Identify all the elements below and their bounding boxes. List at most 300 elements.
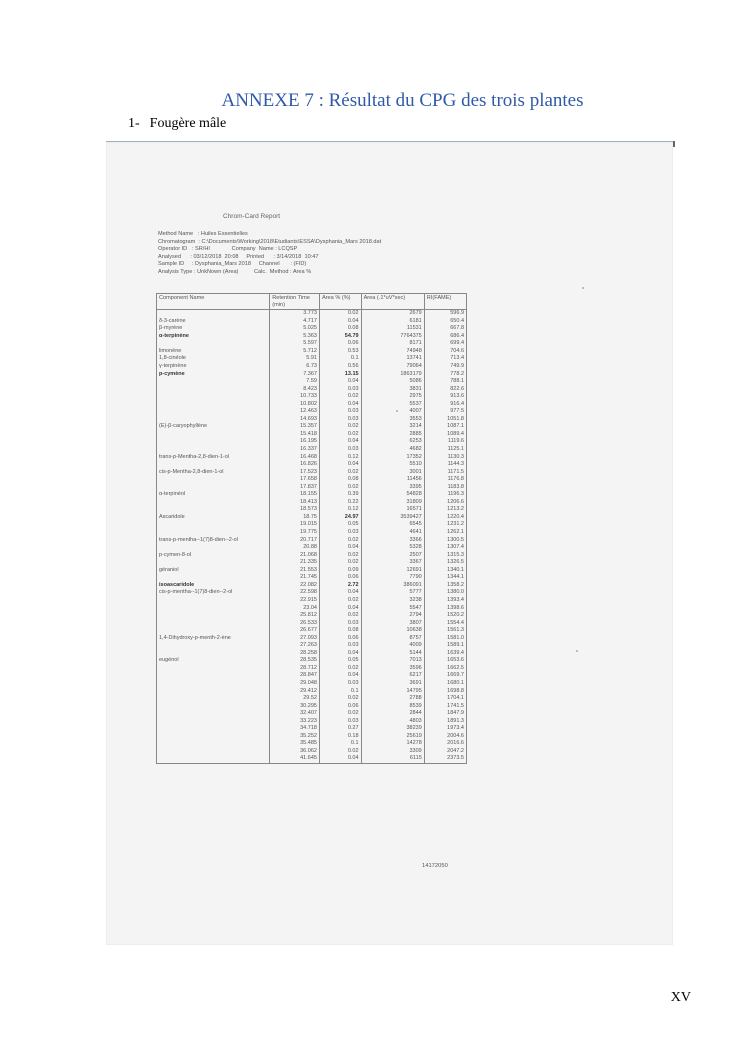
retention-time-cell: 26.677 [270, 627, 320, 635]
table-row [157, 740, 467, 748]
retention-time-cell: 21.745 [270, 574, 320, 582]
area-cell: 6217 [361, 672, 424, 680]
table-row [157, 755, 467, 763]
section-number: 1- [128, 116, 140, 131]
component-name-cell [157, 393, 270, 401]
retention-time-cell: 15.418 [270, 431, 320, 439]
table-row [157, 401, 467, 409]
retention-time-cell: 18.413 [270, 499, 320, 507]
area-pct-cell: 0.1 [319, 740, 361, 748]
table-row [157, 589, 467, 597]
area-cell: 12691 [361, 567, 424, 575]
ri-cell: 1130.3 [424, 453, 466, 461]
table-row [157, 431, 467, 439]
retention-time-cell: 12.463 [270, 408, 320, 416]
retention-time-cell: 5.712 [270, 348, 320, 356]
area-cell: 2788 [361, 695, 424, 703]
retention-time-cell: 22.082 [270, 582, 320, 590]
results-table-wrap [156, 293, 467, 764]
table-row [157, 695, 467, 703]
section-heading [128, 116, 226, 132]
scanned-report-image [106, 141, 673, 945]
page-number: XV [670, 990, 691, 1005]
area-pct-cell: 0.03 [319, 718, 361, 726]
header-ri: RI(FAME) [424, 294, 466, 310]
component-name-cell: p-cymène [157, 370, 270, 378]
retention-time-cell: 10.802 [270, 401, 320, 409]
component-name-cell: γ-terpinène [157, 363, 270, 371]
area-cell: 5086 [361, 378, 424, 386]
area-pct-cell: 0.04 [319, 401, 361, 409]
ri-cell: 1639.4 [424, 650, 466, 658]
area-pct-cell: 0.12 [319, 506, 361, 514]
ri-cell: 977.5 [424, 408, 466, 416]
area-cell: 17352 [361, 453, 424, 461]
component-name-cell [157, 665, 270, 673]
component-name-cell [157, 710, 270, 718]
retention-time-cell: 17.837 [270, 484, 320, 492]
area-cell: 4007 [361, 408, 424, 416]
area-pct-cell: 0.04 [319, 318, 361, 326]
component-name-cell: cis-p-Mentha-2,8-dien-1-ol [157, 468, 270, 476]
retention-time-cell: 25.812 [270, 612, 320, 620]
retention-time-cell: 18.75 [270, 514, 320, 522]
area-cell: 2975 [361, 393, 424, 401]
area-cell: 14795 [361, 687, 424, 695]
ri-cell: 913.6 [424, 393, 466, 401]
ri-cell: 788.1 [424, 378, 466, 386]
area-cell: 2794 [361, 612, 424, 620]
annex-title: ANNEXE 7 : Résultat du CPG des trois plantes [221, 90, 584, 111]
component-name-cell: β-myrène [157, 325, 270, 333]
ri-cell: 1144.3 [424, 461, 466, 469]
meta-line: Operator ID : SR/HI Company Name : LCQSP [158, 246, 298, 253]
area-pct-cell: 0.05 [319, 521, 361, 529]
component-name-cell [157, 484, 270, 492]
area-cell: 14278 [361, 740, 424, 748]
retention-time-cell: 5.597 [270, 340, 320, 348]
area-cell: 54828 [361, 491, 424, 499]
header-area: Area (.1*uV*sec) [361, 294, 424, 310]
ri-cell: 1653.6 [424, 657, 466, 665]
ri-cell: 1393.4 [424, 597, 466, 605]
ri-cell: 704.6 [424, 348, 466, 356]
area-cell: 5510 [361, 461, 424, 469]
area-pct-cell: 0.04 [319, 604, 361, 612]
area-pct-cell: 0.27 [319, 725, 361, 733]
area-cell: 6115 [361, 755, 424, 763]
component-name-cell [157, 619, 270, 627]
report-metadata [158, 231, 381, 277]
area-pct-cell: 0.53 [319, 348, 361, 356]
component-name-cell: α-terpinéol [157, 491, 270, 499]
component-name-cell [157, 748, 270, 756]
retention-time-cell: 32.407 [270, 710, 320, 718]
meta-line: Method Name : Huiles Essentielles [158, 231, 248, 237]
area-pct-cell: 0.1 [319, 355, 361, 363]
table-row [157, 680, 467, 688]
retention-time-cell: 5.91 [270, 355, 320, 363]
area-cell: 25619 [361, 733, 424, 741]
table-row [157, 672, 467, 680]
table-row [157, 521, 467, 529]
table-row [157, 506, 467, 514]
component-name-cell [157, 627, 270, 635]
component-name-cell: α-terpinène [157, 333, 270, 341]
table-row [157, 378, 467, 386]
area-cell: 3238 [361, 597, 424, 605]
component-name-cell [157, 476, 270, 484]
table-row [157, 416, 467, 424]
ri-cell: 713.4 [424, 355, 466, 363]
area-pct-cell: 0.03 [319, 416, 361, 424]
table-row [157, 355, 467, 363]
table-row [157, 363, 467, 371]
table-row [157, 438, 467, 446]
retention-time-cell: 33.223 [270, 718, 320, 726]
area-cell: 5777 [361, 589, 424, 597]
area-cell: 4009 [361, 642, 424, 650]
area-cell: 2885 [361, 431, 424, 439]
table-row [157, 484, 467, 492]
component-name-cell: géraniol [157, 567, 270, 575]
retention-time-cell: 34.718 [270, 725, 320, 733]
table-row [157, 370, 467, 378]
component-name-cell: isoascaridole [157, 582, 270, 590]
area-pct-cell: 0.04 [319, 672, 361, 680]
retention-time-cell: 28.847 [270, 672, 320, 680]
ri-cell: 1262.1 [424, 529, 466, 537]
report-title: Chrom-Card Report [223, 213, 281, 220]
ri-cell: 1741.5 [424, 702, 466, 710]
retention-time-cell: 29.048 [270, 680, 320, 688]
area-pct-cell: 0.18 [319, 733, 361, 741]
table-row [157, 665, 467, 673]
component-name-cell: trans-p-Mentha-2,8-dien-1-ol [157, 453, 270, 461]
meta-line: Chromatogram : C:\Documents\Working\2018\Etudiants\ESSA\Dysphania_Mars 2018.dat [158, 238, 382, 245]
ri-cell: 1520.2 [424, 612, 466, 620]
retention-time-cell: 18.155 [270, 491, 320, 499]
area-cell: 3831 [361, 385, 424, 393]
area-pct-cell: 0.09 [319, 567, 361, 575]
component-name-cell [157, 650, 270, 658]
area-pct-cell: 0.02 [319, 423, 361, 431]
ri-cell: 1307.4 [424, 544, 466, 552]
ri-cell: 1315.3 [424, 552, 466, 560]
ri-cell: 1847.9 [424, 710, 466, 718]
area-cell: 6545 [361, 521, 424, 529]
table-row [157, 340, 467, 348]
area-cell: 3539427 [361, 514, 424, 522]
area-pct-cell: 0.04 [319, 461, 361, 469]
area-cell: 4803 [361, 718, 424, 726]
area-cell: 386091 [361, 582, 424, 590]
ri-cell: 1183.8 [424, 484, 466, 492]
retention-time-cell: 16.337 [270, 446, 320, 454]
table-row [157, 642, 467, 650]
scan-speck [396, 410, 398, 412]
retention-time-cell: 28.535 [270, 657, 320, 665]
component-name-cell: δ-3-carène [157, 318, 270, 326]
area-pct-cell: 0.02 [319, 468, 361, 476]
table-row [157, 385, 467, 393]
component-name-cell: Ascaridole [157, 514, 270, 522]
area-pct-cell: 0.1 [319, 687, 361, 695]
area-cell: 8757 [361, 635, 424, 643]
area-pct-cell: 0.08 [319, 476, 361, 484]
component-name-cell [157, 574, 270, 582]
ri-cell: 1704.1 [424, 695, 466, 703]
area-cell: 4682 [361, 446, 424, 454]
ri-cell: 1231.2 [424, 521, 466, 529]
table-row [157, 408, 467, 416]
retention-time-cell: 17.658 [270, 476, 320, 484]
area-pct-cell: 0.02 [319, 695, 361, 703]
area-pct-cell: 0.03 [319, 385, 361, 393]
ri-cell: 2016.6 [424, 740, 466, 748]
ri-cell: 2004.6 [424, 733, 466, 741]
component-name-cell [157, 506, 270, 514]
retention-time-cell: 23.04 [270, 604, 320, 612]
component-name-cell [157, 718, 270, 726]
ri-cell: 667.8 [424, 325, 466, 333]
ri-cell: 1220.4 [424, 514, 466, 522]
area-pct-cell: 0.02 [319, 612, 361, 620]
area-cell: 2679 [361, 310, 424, 318]
area-pct-cell: 0.02 [319, 536, 361, 544]
area-cell: 3596 [361, 665, 424, 673]
component-name-cell: 1,8-cinéole [157, 355, 270, 363]
table-row [157, 552, 467, 560]
area-pct-cell: 0.02 [319, 597, 361, 605]
area-pct-cell: 0.12 [319, 453, 361, 461]
area-pct-cell: 0.04 [319, 650, 361, 658]
ri-cell: 778.2 [424, 370, 466, 378]
table-row [157, 461, 467, 469]
table-row [157, 597, 467, 605]
area-pct-cell: 0.03 [319, 680, 361, 688]
retention-time-cell: 21.553 [270, 567, 320, 575]
area-pct-cell: 0.08 [319, 627, 361, 635]
table-row [157, 635, 467, 643]
area-pct-cell: 0.22 [319, 499, 361, 507]
area-pct-cell: 0.03 [319, 408, 361, 416]
retention-time-cell: 36.062 [270, 748, 320, 756]
area-cell: 3807 [361, 619, 424, 627]
area-pct-cell: 0.03 [319, 642, 361, 650]
component-name-cell [157, 733, 270, 741]
retention-time-cell: 3.773 [270, 310, 320, 318]
table-row [157, 453, 467, 461]
ri-cell: 749.9 [424, 363, 466, 371]
area-cell: 10638 [361, 627, 424, 635]
area-cell: 3691 [361, 680, 424, 688]
component-name-cell [157, 310, 270, 318]
table-row [157, 499, 467, 507]
component-name-cell [157, 740, 270, 748]
ri-cell: 699.4 [424, 340, 466, 348]
area-cell: 7013 [361, 657, 424, 665]
table-row [157, 536, 467, 544]
retention-time-cell: 27.093 [270, 635, 320, 643]
component-name-cell [157, 385, 270, 393]
component-name-cell: 1,4-Dihydroxy-p-menth-2-ène [157, 635, 270, 643]
ri-cell: 650.4 [424, 318, 466, 326]
component-name-cell [157, 687, 270, 695]
component-name-cell: limonène [157, 348, 270, 356]
ri-cell: 1326.5 [424, 559, 466, 567]
area-pct-cell: 0.02 [319, 710, 361, 718]
retention-time-cell: 19.775 [270, 529, 320, 537]
table-row [157, 710, 467, 718]
retention-time-cell: 7.367 [270, 370, 320, 378]
area-pct-cell: 54.79 [319, 333, 361, 341]
ri-cell: 1581.0 [424, 635, 466, 643]
table-row [157, 491, 467, 499]
component-name-cell [157, 416, 270, 424]
ri-cell: 686.4 [424, 333, 466, 341]
ri-cell: 1125.1 [424, 446, 466, 454]
component-name-cell [157, 755, 270, 763]
area-pct-cell: 0.08 [319, 325, 361, 333]
table-row [157, 627, 467, 635]
ri-cell: 1698.8 [424, 687, 466, 695]
table-row [157, 514, 467, 522]
table-row [157, 468, 467, 476]
area-cell: 3367 [361, 559, 424, 567]
area-cell: 11531 [361, 325, 424, 333]
retention-time-cell: 30.295 [270, 702, 320, 710]
area-cell: 5547 [361, 604, 424, 612]
retention-time-cell: 16.826 [270, 461, 320, 469]
table-row [157, 310, 467, 318]
area-cell: 2844 [361, 710, 424, 718]
ri-cell: 1196.3 [424, 491, 466, 499]
area-cell: 3001 [361, 468, 424, 476]
component-name-cell: eugénol [157, 657, 270, 665]
scan-corner-mark [673, 141, 675, 147]
area-pct-cell: 0.02 [319, 310, 361, 318]
retention-time-cell: 14.693 [270, 416, 320, 424]
area-cell: 8539 [361, 702, 424, 710]
table-row [157, 619, 467, 627]
retention-time-cell: 10.733 [270, 393, 320, 401]
retention-time-cell: 15.357 [270, 423, 320, 431]
ri-cell: 1891.3 [424, 718, 466, 726]
table-row [157, 544, 467, 552]
table-row [157, 423, 467, 431]
table-row [157, 725, 467, 733]
area-pct-cell: 13.15 [319, 370, 361, 378]
area-pct-cell: 0.04 [319, 589, 361, 597]
table-row [157, 446, 467, 454]
retention-time-cell: 19.015 [270, 521, 320, 529]
area-cell: 5144 [361, 650, 424, 658]
component-name-cell [157, 597, 270, 605]
area-pct-cell: 0.04 [319, 378, 361, 386]
ri-cell: 1119.6 [424, 438, 466, 446]
meta-line: Sample ID : Dysphania_Mars 2018 Channel : (FID) [158, 261, 307, 268]
table-row [157, 529, 467, 537]
ri-cell: 1589.1 [424, 642, 466, 650]
retention-time-cell: 20.88 [270, 544, 320, 552]
retention-time-cell: 6.73 [270, 363, 320, 371]
area-cell: 11456 [361, 476, 424, 484]
retention-time-cell: 35.252 [270, 733, 320, 741]
area-pct-cell: 0.06 [319, 340, 361, 348]
area-pct-cell: 0.03 [319, 446, 361, 454]
area-pct-cell: 0.02 [319, 431, 361, 439]
area-cell: 7764375 [361, 333, 424, 341]
retention-time-cell: 20.717 [270, 536, 320, 544]
area-cell: 38239 [361, 725, 424, 733]
area-cell: 74948 [361, 348, 424, 356]
area-cell: 5328 [361, 544, 424, 552]
table-row [157, 348, 467, 356]
component-name-cell: cis-p-mentha--1(7)8-dien--2-ol [157, 589, 270, 597]
table-row [157, 650, 467, 658]
ri-cell: 1213.2 [424, 506, 466, 514]
area-pct-cell: 2.72 [319, 582, 361, 590]
scan-speck [576, 650, 578, 652]
area-cell: 6253 [361, 438, 424, 446]
area-pct-cell: 24.97 [319, 514, 361, 522]
component-name-cell [157, 461, 270, 469]
area-cell: 31809 [361, 499, 424, 507]
ri-cell: 916.4 [424, 401, 466, 409]
table-row [157, 567, 467, 575]
component-name-cell: trans-p-mentha--1(7)8-dien--2-ol [157, 536, 270, 544]
table-row [157, 748, 467, 756]
retention-time-cell: 8.423 [270, 385, 320, 393]
area-cell: 2507 [361, 552, 424, 560]
table-header-row [157, 294, 467, 310]
retention-time-cell: 5.363 [270, 333, 320, 341]
ri-cell: 1380.0 [424, 589, 466, 597]
component-name-cell [157, 612, 270, 620]
area-total: 14172050 [422, 863, 448, 869]
retention-time-cell: 22.915 [270, 597, 320, 605]
area-cell: 7790 [361, 574, 424, 582]
area-pct-cell: 0.02 [319, 552, 361, 560]
component-name-cell [157, 695, 270, 703]
ri-cell: 1300.5 [424, 536, 466, 544]
component-name-cell [157, 559, 270, 567]
area-pct-cell: 0.06 [319, 635, 361, 643]
retention-time-cell: 28.258 [270, 650, 320, 658]
area-cell: 1863179 [361, 370, 424, 378]
area-cell: 8171 [361, 340, 424, 348]
area-pct-cell: 0.02 [319, 559, 361, 567]
area-cell: 3366 [361, 536, 424, 544]
table-row [157, 318, 467, 326]
meta-line: Analysis Type : UnkNown (Area) Calc. Method : Area % [158, 268, 312, 275]
area-pct-cell: 0.03 [319, 529, 361, 537]
retention-time-cell: 4.717 [270, 318, 320, 326]
chrom-card-report [106, 142, 673, 945]
ri-cell: 1554.4 [424, 619, 466, 627]
table-row [157, 612, 467, 620]
area-cell: 13741 [361, 355, 424, 363]
table-row [157, 657, 467, 665]
ri-cell: 1087.1 [424, 423, 466, 431]
table-row [157, 604, 467, 612]
area-cell: 3553 [361, 416, 424, 424]
ri-cell: 596.9 [424, 310, 466, 318]
ri-cell: 1680.1 [424, 680, 466, 688]
meta-line: Analysed : 03/12/2018 20:08 Printed : 3/14/2018 10:47 [158, 253, 319, 260]
area-pct-cell: 0.05 [319, 657, 361, 665]
